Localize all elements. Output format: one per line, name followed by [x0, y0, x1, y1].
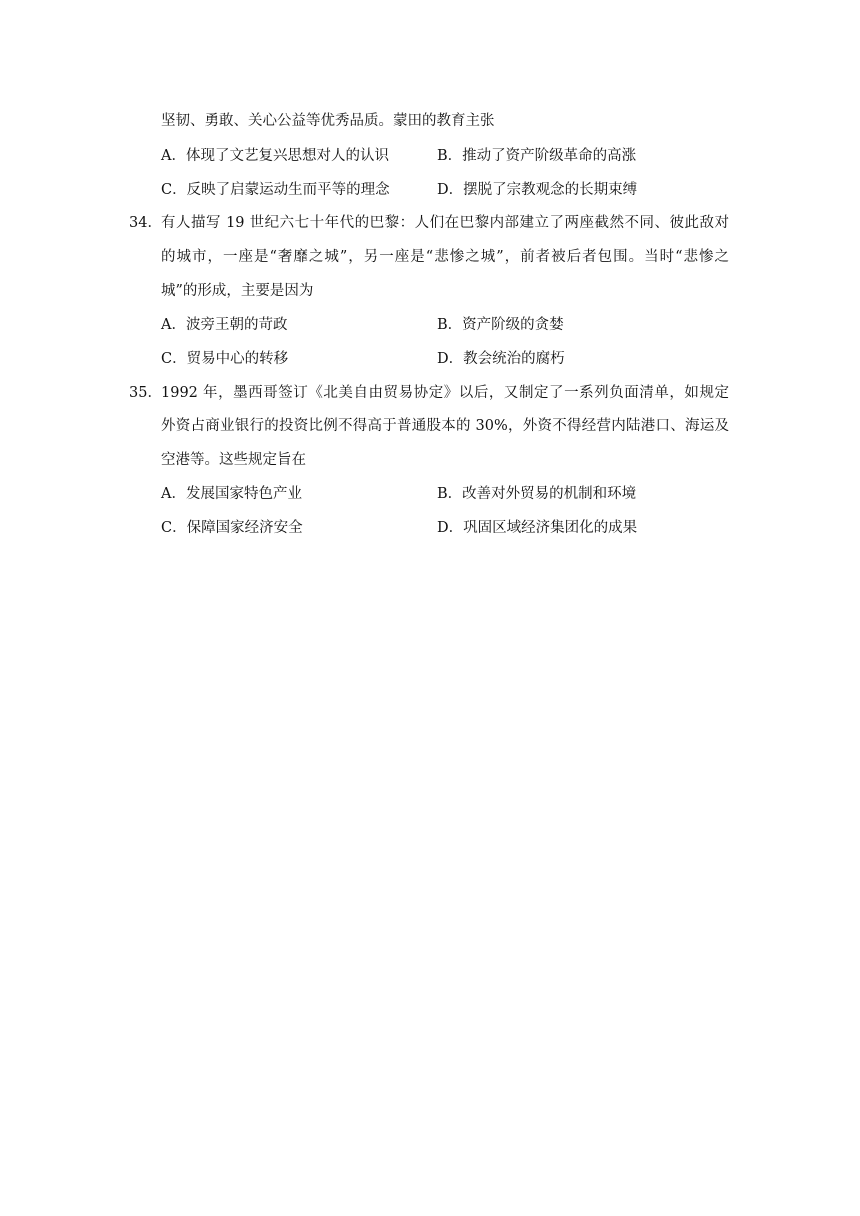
q34-option-a: A．波旁王朝的苛政 — [161, 317, 288, 333]
q35-stem-line1: 1992 年，墨西哥签订《北美自由贸易协定》以后，又制定了一系列负面清单，如规定 — [161, 385, 729, 401]
q35-stem-line2: 外资占商业银行的投资比例不得高于普通股本的 30%，外资不得经营内陆港口、海运及 — [161, 418, 729, 434]
q34-stem-line1: 有人描写 19 世纪六七十年代的巴黎：人们在巴黎内部建立了两座截然不同、彼此敌对 — [161, 215, 729, 231]
q34-option-c: C．贸易中心的转移 — [161, 351, 289, 367]
q33-option-b: B．推动了资产阶级革命的高涨 — [437, 148, 637, 164]
q34-option-b: B．资产阶级的贪婪 — [437, 317, 564, 333]
q34-stem-line2: 的城市，一座是“奢靡之城”，另一座是“悲惨之城”，前者被后者包围。当时“悲惨之 — [161, 249, 729, 265]
q35-option-b: B．改善对外贸易的机制和环境 — [437, 486, 637, 502]
q34-stem-line3: 城”的形成，主要是因为 — [161, 283, 314, 299]
q33-option-c: C．反映了启蒙运动生而平等的理念 — [161, 182, 390, 198]
q35-number: 35． — [129, 385, 162, 401]
q35-stem-line3: 空港等。这些规定旨在 — [161, 452, 306, 468]
q35-option-a: A．发展国家特色产业 — [161, 486, 302, 502]
q34-option-d: D．教会统治的腐朽 — [437, 351, 565, 367]
q35-option-d: D．巩固区域经济集团化的成果 — [437, 520, 638, 536]
q33-option-a: A．体现了文艺复兴思想对人的认识 — [161, 148, 389, 164]
q33-stem-tail: 坚韧、勇敢、关心公益等优秀品质。蒙田的教育主张 — [161, 113, 495, 129]
q35-option-c: C．保障国家经济安全 — [161, 520, 303, 536]
q33-option-d: D．摆脱了宗教观念的长期束缚 — [437, 182, 638, 198]
q34-number: 34． — [129, 215, 162, 231]
